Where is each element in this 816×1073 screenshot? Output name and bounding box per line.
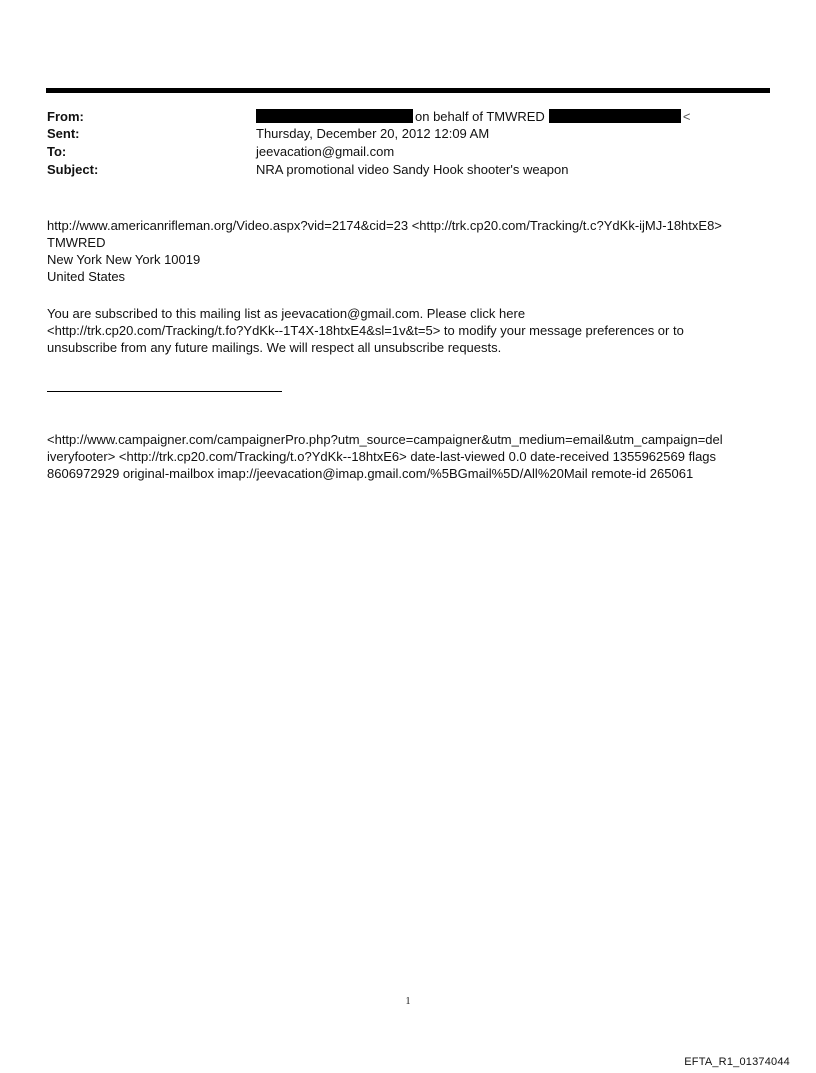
video-link[interactable]: http://www.americanrifleman.org/Video.aspx?vid=2174&cid=23 <http://trk.cp20.com/Tracking/t.c?YdKk-ijMJ-18htxE8>: [47, 218, 722, 233]
subscription-line-1: You are subscribed to this mailing list as jeevacation@gmail.com. Please click here: [47, 306, 526, 321]
subscription-notice: [47, 305, 777, 356]
preferences-link[interactable]: <http://trk.cp20.com/Tracking/t.fo?YdKk--1T4X-18htxE4&sl=1v&t=5> to modify your message preferences or to: [47, 323, 684, 338]
sent-row: [47, 125, 767, 143]
org-country: United States: [47, 269, 126, 284]
from-trail: <: [682, 109, 691, 124]
subject-row: [47, 161, 767, 179]
subscription-line-3: unsubscribe from any future mailings. We will respect all unsubscribe requests.: [47, 340, 502, 355]
redacted-sender-name: [256, 109, 413, 123]
to-value: jeevacation@gmail.com: [256, 144, 395, 159]
to-row: [47, 143, 767, 161]
message-footer: [47, 431, 777, 482]
footer-line-2: iveryfooter> <http://trk.cp20.com/Tracking/t.o?YdKk--18htxE6> date-last-viewed 0.0 date-received 1355962569 flags: [47, 449, 717, 464]
redacted-sender-email: [549, 109, 681, 123]
bates-number: EFTA_R1_01374044: [684, 1056, 790, 1068]
subject-value: NRA promotional video Sandy Hook shooter's weapon: [256, 162, 569, 177]
from-label: From:: [47, 109, 84, 124]
from-value: [256, 108, 690, 126]
footer-line-3: 8606972929 original-mailbox imap://jeevacation@imap.gmail.com/%5BGmail%5D/All%20Mail remote-id 265061: [47, 466, 694, 481]
footer-line-1[interactable]: <http://www.campaigner.com/campaignerPro.php?utm_source=campaigner&utm_medium=email&utm_campaign=del: [47, 432, 723, 447]
subject-label: Subject:: [47, 162, 99, 177]
org-name: TMWRED: [47, 235, 106, 250]
signature-divider: [47, 391, 282, 392]
header-rule: [46, 88, 770, 93]
page-number: 1: [405, 996, 411, 1007]
sent-label: Sent:: [47, 126, 80, 141]
message-body-top: [47, 217, 777, 285]
org-address: New York New York 10019: [47, 252, 201, 267]
from-row: [47, 108, 767, 126]
sent-value: Thursday, December 20, 2012 12:09 AM: [256, 126, 490, 141]
to-label: To:: [47, 144, 67, 159]
from-text: on behalf of TMWRED: [415, 109, 545, 124]
